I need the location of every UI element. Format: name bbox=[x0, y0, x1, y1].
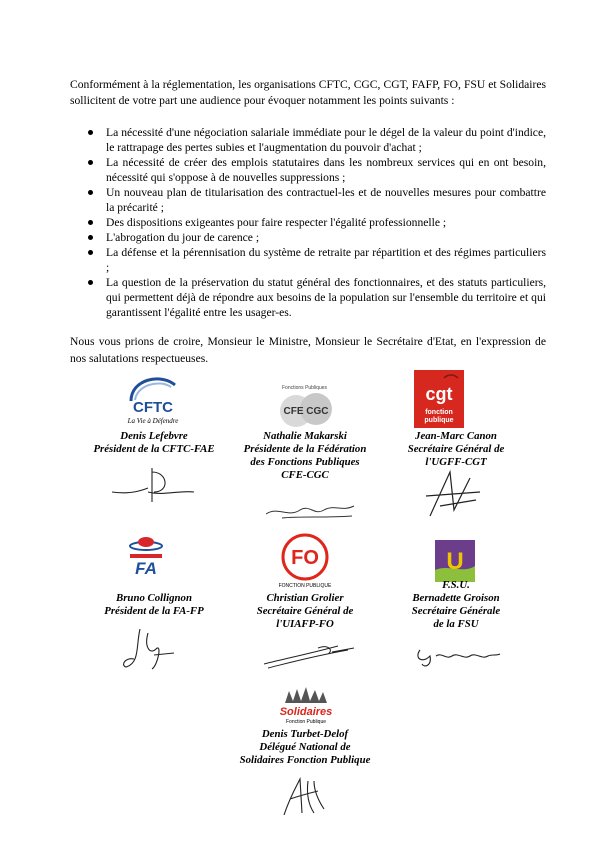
list-item: La défense et la pérennisation du système de retraite par répartition et des régimes particuliers ; bbox=[87, 245, 546, 275]
fa-logo bbox=[124, 534, 168, 576]
cgt-logo-text: cgt bbox=[425, 384, 453, 404]
signatory-fa bbox=[70, 592, 238, 618]
closing-paragraph: Nous vous prions de croire, Monsieur le Ministre, Monsieur le Secrétaire d'Etat, en l'expression de nos salutations respectueuses. bbox=[70, 335, 546, 365]
signatory-name: Denis Turbet-Delof bbox=[261, 728, 349, 740]
solidaires-logo-sub: Fonction Publique bbox=[285, 719, 327, 725]
signatory-title: Délégué National de bbox=[259, 741, 351, 753]
signatory-fo bbox=[221, 592, 389, 631]
fsu-logo bbox=[435, 540, 475, 582]
fo-logo-text: FO bbox=[291, 547, 319, 569]
signatory-cgt bbox=[372, 430, 540, 469]
signatory-title: de la FSU bbox=[433, 618, 479, 630]
signatory-title: Président de la CFTC-FAE bbox=[93, 443, 215, 455]
signatory-name: Bernadette Groison bbox=[412, 592, 500, 604]
list-item: Un nouveau plan de titularisation des contractuel-les et de nouvelles mesures pour combattre la précarité ; bbox=[87, 185, 546, 215]
signatory-title: Secrétaire Générale bbox=[411, 605, 501, 617]
list-item: La nécessité de créer des emplois statutaires dans les nombreux services qui en ont besoin, nécessité qui s'oppose à de nouvelles suppressions ; bbox=[87, 155, 546, 185]
signatory-name: Jean-Marc Canon bbox=[415, 430, 497, 442]
signature-groison bbox=[412, 640, 504, 670]
signatory-title: des Fonctions Publiques bbox=[250, 456, 360, 468]
cftc-logo-tagline: La Vie à Défendre bbox=[127, 417, 179, 425]
bullet-icon bbox=[88, 235, 93, 240]
signature-collignon bbox=[118, 625, 182, 673]
solidaires-logo bbox=[279, 683, 333, 725]
signatory-name: Christian Grolier bbox=[266, 592, 344, 604]
bullet-icon bbox=[88, 280, 93, 285]
signatory-title: Présidente de la Fédération bbox=[243, 443, 367, 455]
fsu-caption: F.S.U. bbox=[442, 579, 470, 591]
list-item: La nécessité d'une négociation salariale immédiate pour le dégel de la valeur du point d'indice, le rattrapage des pertes subies et l'augmentation du pouvoir d'achat ; bbox=[87, 125, 546, 155]
signature-makarski bbox=[262, 496, 358, 524]
cftc-logo-text: CFTC bbox=[133, 399, 173, 416]
signatory-title: Secrétaire Général de bbox=[256, 605, 354, 617]
signatory-cgc bbox=[221, 430, 389, 482]
signatory-title: Solidaires Fonction Publique bbox=[239, 754, 371, 766]
signature-turbet-delof bbox=[274, 773, 334, 821]
signatory-title: Président de la FA-FP bbox=[104, 605, 204, 617]
list-item: L'abrogation du jour de carence ; bbox=[87, 230, 546, 245]
points-list bbox=[87, 125, 546, 320]
signatory-name: Nathalie Makarski bbox=[263, 430, 347, 442]
signatory-title: l'UIAFP-FO bbox=[276, 618, 334, 630]
cftc-logo bbox=[117, 371, 189, 427]
cgt-logo-sub2: publique bbox=[424, 417, 454, 424]
signatory-title: CFE-CGC bbox=[281, 469, 329, 481]
signatory-solidaires bbox=[207, 728, 403, 767]
signatory-title: Secrétaire Général de bbox=[407, 443, 505, 455]
cfecgc-logo-text: CFE CGC bbox=[283, 406, 329, 417]
intro-paragraph: Conformément à la réglementation, les organisations CFTC, CGC, CGT, FAFP, FO, FSU et Solidaires sollicitent de votre part une audience pour évoquer notamment les points suivants : bbox=[70, 78, 546, 107]
cgt-logo bbox=[414, 370, 464, 428]
bullet-icon bbox=[88, 130, 93, 135]
solidaires-logo-text: Solidaires bbox=[279, 706, 333, 718]
signature-grolier bbox=[258, 638, 358, 672]
fo-logo-sub: FONCTION PUBLIQUE bbox=[278, 583, 332, 589]
cfecgc-logo-small: Fonctions Publiques bbox=[282, 385, 328, 391]
bullet-icon bbox=[88, 250, 93, 255]
fa-logo-text: FA bbox=[135, 559, 157, 576]
signature-lefebvre bbox=[108, 462, 198, 510]
fsu-logo-letter: U bbox=[446, 548, 464, 575]
list-item: La question de la préservation du statut général des fonctionnaires, et des statuts particuliers, qui permettent déjà de répondre aux besoins de la population sur l'ensemble du territoire et qui garantissent l'égalité entre les usager-es. bbox=[87, 275, 546, 320]
signature-canon bbox=[420, 466, 486, 522]
bullet-icon bbox=[88, 160, 93, 165]
fo-logo bbox=[278, 533, 332, 589]
list-item: Des dispositions exigeantes pour faire respecter l'égalité professionnelle ; bbox=[87, 215, 546, 230]
cfecgc-logo bbox=[272, 381, 342, 433]
signatory-fsu bbox=[372, 579, 540, 631]
cgt-logo-sub1: fonction bbox=[425, 409, 453, 416]
signatory-title: l'UGFF-CGT bbox=[425, 456, 487, 468]
bullet-icon bbox=[88, 190, 93, 195]
signatory-name: Denis Lefebvre bbox=[120, 430, 188, 442]
signatory-cftc bbox=[70, 430, 238, 456]
bullet-icon bbox=[88, 220, 93, 225]
signatory-name: Bruno Collignon bbox=[116, 592, 192, 604]
